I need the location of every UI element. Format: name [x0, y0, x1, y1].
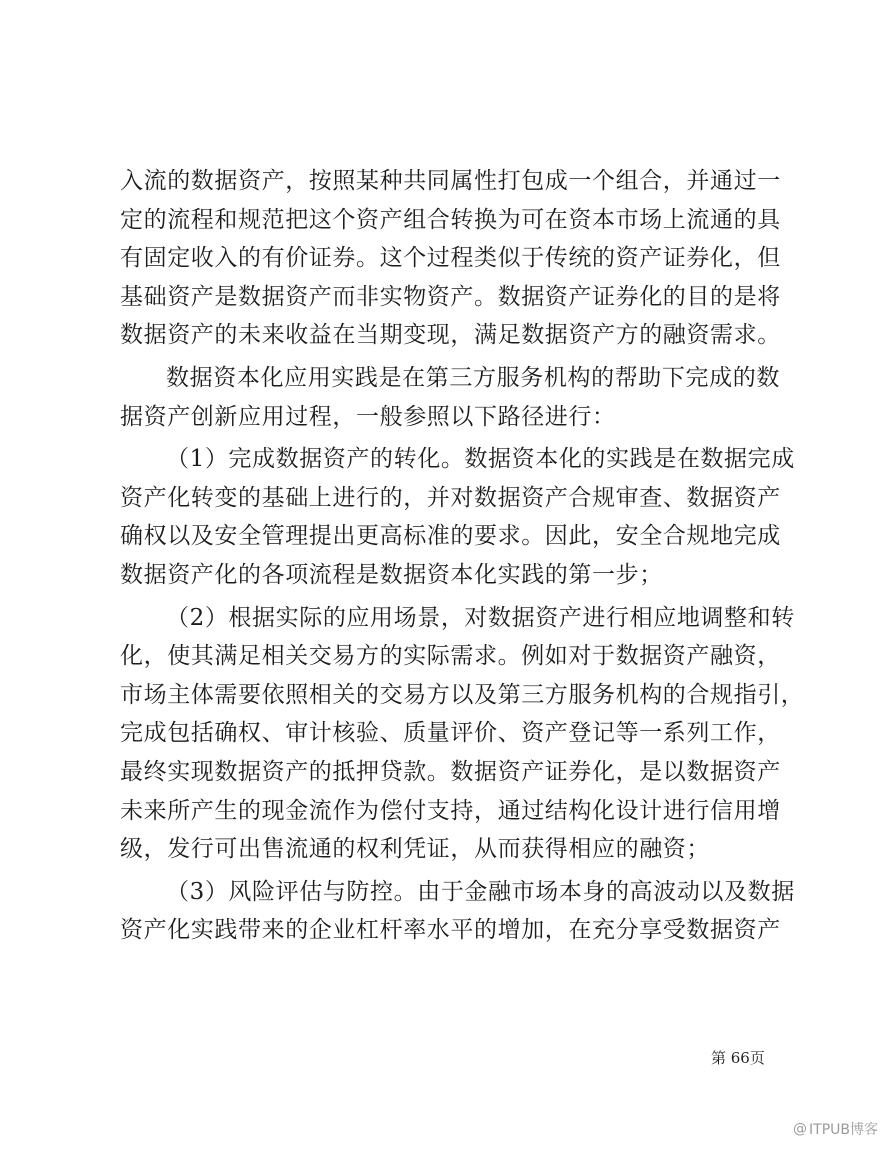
- paragraph-step-2: [120, 599, 805, 869]
- text-line: （3）风险评估与防控。由于金融市场本身的高波动以及数据: [166, 878, 795, 905]
- body-text: [120, 162, 805, 950]
- text-line: 有固定收入的有价证券。这个过程类似于传统的资产证券化，但: [120, 245, 781, 272]
- text-line: 未来所产生的现金流作为偿付支持，通过结构化设计进行信用增: [120, 797, 781, 824]
- text-line: （2）根据实际的应用场景，对数据资产进行相应地调整和转: [166, 604, 795, 631]
- text-line: 最终实现数据资产的抵押贷款。数据资产证券化，是以数据资产: [120, 758, 781, 785]
- text-line: 完成包括确权、审计核验、质量评价、资产登记等一系列工作，: [120, 720, 781, 747]
- text-line: 入流的数据资产，按照某种共同属性打包成一个组合，并通过一: [120, 168, 781, 194]
- text-line: 资产化实践带来的企业杠杆率水平的增加，在充分享受数据资产: [120, 917, 781, 944]
- text-line: （1）完成数据资产的转化。数据资本化的实践是在数据完成: [166, 446, 795, 473]
- text-line: 定的流程和规范把这个资产组合转换为可在资本市场上流通的具: [120, 206, 781, 233]
- text-line: 资产化转变的基础上进行的，并对数据资产合规审查、数据资产: [120, 484, 781, 511]
- text-line: 确权以及安全管理提出更高标准的要求。因此，安全合规地完成: [120, 523, 781, 550]
- text-line: 数据资产的未来收益在当期变现，满足数据资产方的融资需求。: [120, 322, 781, 349]
- text-line: 基础资产是数据资产而非实物资产。数据资产证券化的目的是将: [120, 283, 781, 310]
- page-number: 第 66页: [711, 1049, 765, 1067]
- text-line: 级，发行可出售流通的权利凭证，从而获得相应的融资；: [120, 836, 710, 863]
- text-line: 数据资产化的各项流程是数据资本化实践的第一步；: [120, 561, 663, 588]
- at-icon: @: [793, 1121, 808, 1137]
- paragraph-securitization-intro: [120, 162, 780, 355]
- text-line: 据资产创新应用过程，一般参照以下路径进行：: [120, 403, 616, 430]
- source-watermark: [793, 1119, 878, 1139]
- paragraph-step-1: [120, 440, 795, 594]
- text-line: 化，使其满足相关交易方的实际需求。例如对于数据资产融资，: [120, 643, 781, 670]
- text-line: 市场主体需要依照相关的交易方以及第三方服务机构的合规指引，: [120, 681, 805, 708]
- text-line: 数据资本化应用实践是在第三方服务机构的帮助下完成的数: [166, 364, 780, 391]
- paragraph-capitalization-path: [120, 359, 780, 436]
- paragraph-step-3: [120, 873, 795, 950]
- watermark-text: ITPUB博客: [809, 1122, 878, 1138]
